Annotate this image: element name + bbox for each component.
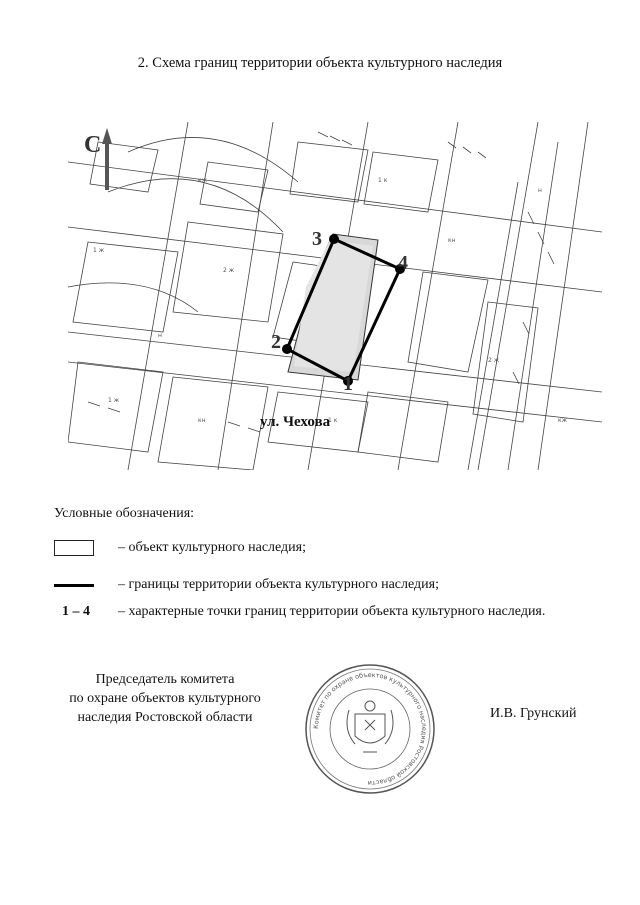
official-seal bbox=[303, 662, 437, 796]
legend-text: – характерные точки границ территории объекта культурного наследия. bbox=[118, 604, 546, 619]
boundary-point-label-3: 3 bbox=[312, 228, 322, 250]
legend-symbol-boundary bbox=[54, 584, 94, 587]
street-label: ул. Чехова bbox=[260, 414, 331, 430]
svg-text:2 ж: 2 ж bbox=[488, 357, 500, 364]
boundary-point-label-2: 2 bbox=[271, 331, 281, 353]
boundary-point-3 bbox=[329, 234, 339, 244]
svg-text:н: н bbox=[538, 187, 542, 194]
legend-text: – границы территории объекта культурного наследия; bbox=[118, 577, 439, 592]
svg-text:кн: кн bbox=[198, 417, 206, 424]
svg-text:1 к: 1 к bbox=[328, 417, 338, 424]
seal-svg bbox=[303, 662, 437, 796]
legend-text: – объект культурного наследия; bbox=[118, 540, 306, 555]
position-line: Председатель комитета bbox=[95, 672, 235, 687]
svg-text:2 ж: 2 ж bbox=[223, 267, 235, 274]
svg-text:н: н bbox=[158, 332, 162, 339]
svg-text:кн: кн bbox=[448, 237, 456, 244]
north-label: С bbox=[84, 132, 102, 158]
svg-text:Комитет по охране объектов кул bbox=[312, 671, 428, 787]
signatory-name: И.В. Грунский bbox=[490, 706, 577, 721]
legend-item-points bbox=[54, 604, 545, 620]
seal-text: Комитет по охране объектов культурного наследия Ростовской области bbox=[311, 670, 429, 788]
svg-text:кж: кж bbox=[558, 417, 568, 424]
legend-symbol-points: 1 – 4 bbox=[62, 604, 90, 619]
position-line: наследия Ростовской области bbox=[77, 710, 253, 725]
page-title: 2. Схема границ территории объекта культурного наследия bbox=[137, 55, 503, 71]
legend-item-boundary bbox=[54, 577, 439, 593]
svg-text:1 к: 1 к bbox=[378, 177, 388, 184]
position-line: по охране объектов культурного bbox=[69, 691, 261, 706]
svg-text:1 ж: 1 ж bbox=[93, 247, 105, 254]
legend-item-object bbox=[54, 540, 306, 556]
legend-symbol-object bbox=[54, 540, 94, 556]
boundary-point-2 bbox=[282, 344, 292, 354]
cadastral-map-svg bbox=[68, 122, 602, 470]
legend-title: Условные обозначения: bbox=[54, 506, 195, 521]
svg-text:1 ж: 1 ж bbox=[108, 397, 120, 404]
north-arrow bbox=[102, 128, 112, 190]
boundary-point-label-4: 4 bbox=[398, 252, 408, 274]
svg-text:кж: кж bbox=[198, 177, 208, 184]
boundary-point-label-1: 1 bbox=[343, 373, 353, 395]
site-plan-map bbox=[68, 122, 602, 470]
signatory-position bbox=[40, 670, 290, 727]
coat-of-arms-icon bbox=[347, 701, 393, 752]
